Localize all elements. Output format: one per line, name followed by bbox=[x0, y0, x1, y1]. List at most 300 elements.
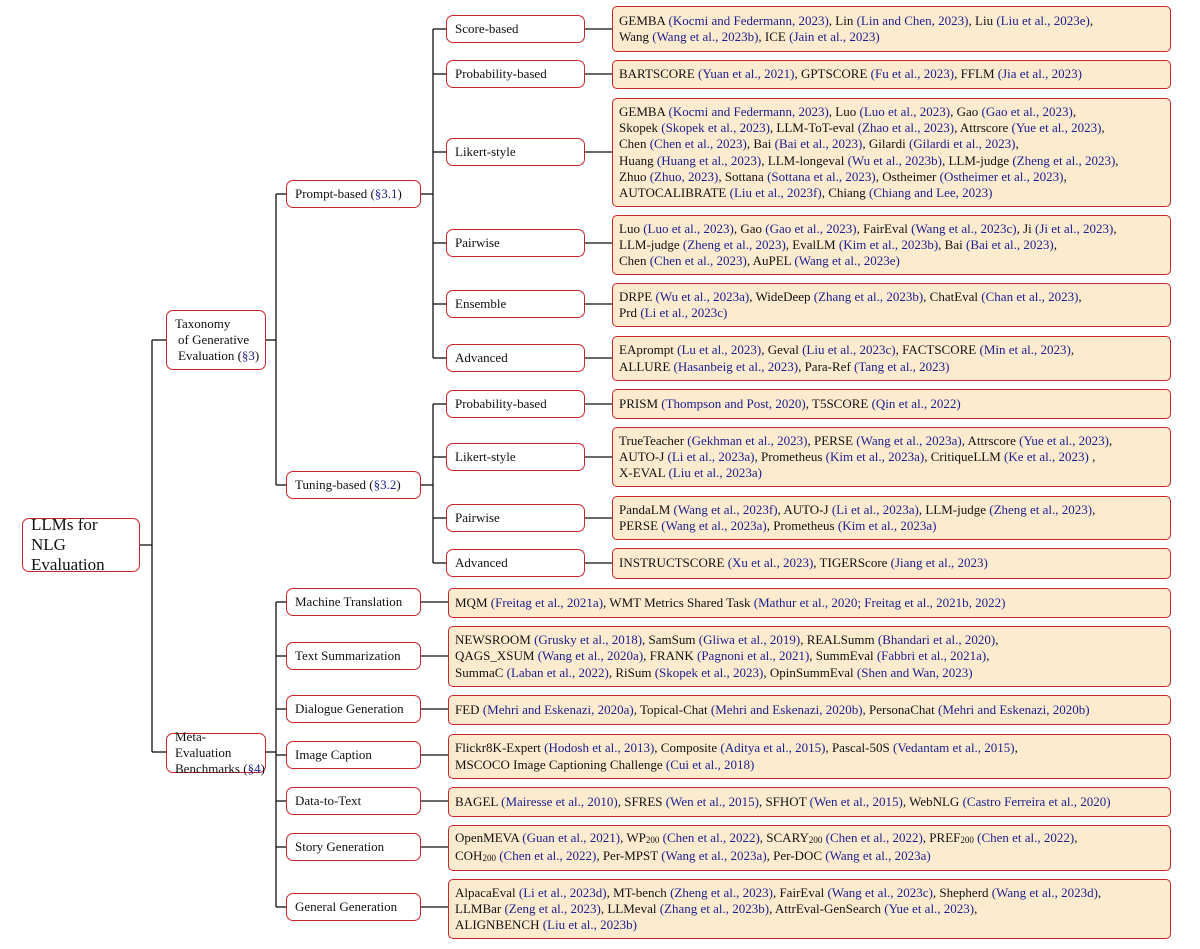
taxonomy-section-link[interactable]: §3 bbox=[241, 348, 255, 364]
citation-link[interactable]: (Pagnoni et al., 2021) bbox=[697, 648, 810, 664]
citation-link[interactable]: (Chen et al., 2022) bbox=[499, 848, 597, 863]
leaf-text: , Geval bbox=[761, 342, 803, 358]
benchmark-image-caption: Image Caption bbox=[286, 741, 421, 769]
citation-link[interactable]: (Lin and Chen, 2023) bbox=[856, 12, 969, 28]
leaf-text: , AttrEval-GenSearch bbox=[769, 900, 885, 916]
citation-link[interactable]: (Wang et al., 2023a) bbox=[661, 518, 767, 533]
leaf-text: , PERSE bbox=[807, 432, 857, 448]
leaf-line bbox=[455, 794, 1164, 810]
citation-link[interactable]: (Fabbri et al., 2021a) bbox=[876, 648, 987, 664]
citation-link[interactable]: (Liu et al., 2023a) bbox=[668, 465, 762, 481]
leaf-text: , Gao bbox=[733, 220, 766, 236]
leaf-text: DRPE bbox=[619, 288, 656, 304]
leaf-text: Luo bbox=[619, 220, 644, 236]
leaf-text: , bbox=[1088, 448, 1096, 464]
leaf-line bbox=[619, 555, 1164, 571]
leaf-line bbox=[455, 702, 1164, 718]
leaf-text: , CritiqueLLM bbox=[924, 448, 1005, 464]
leaf-line bbox=[619, 465, 1164, 481]
meta-line2-text: Benchmarks ( bbox=[175, 761, 248, 777]
citation-link[interactable]: (Mairesse et al., 2010) bbox=[501, 793, 618, 809]
leaf-line bbox=[455, 848, 1164, 866]
leaf-text: , Attrscore bbox=[954, 119, 1012, 135]
citation-link[interactable]: (Kocmi and Federmann, 2023) bbox=[668, 12, 829, 28]
leaf-text: INSTRUCTSCORE bbox=[619, 555, 728, 571]
leaf-text: BARTSCORE bbox=[619, 66, 699, 82]
leaf-text: , LLM-judge bbox=[918, 501, 990, 517]
leaf-line bbox=[619, 502, 1164, 518]
leaf-line bbox=[619, 289, 1164, 305]
citation-link[interactable]: (Mehri and Eskenazi, 2020b) bbox=[938, 701, 1090, 717]
leaf-text: , Luo bbox=[828, 103, 860, 119]
leaf-text: , bbox=[1089, 12, 1094, 28]
citation-link[interactable]: (Chen et al., 2022) bbox=[662, 829, 760, 845]
citation-link[interactable]: (Min et al., 2023) bbox=[979, 342, 1071, 358]
leaf-text: , Liu bbox=[968, 12, 997, 28]
taxonomy-line3 bbox=[175, 348, 259, 364]
leaf-text: NEWSROOM bbox=[455, 632, 535, 648]
leaf-text: Skopek bbox=[619, 119, 662, 135]
leaf-text: EAprompt bbox=[619, 342, 678, 358]
tuning-based-end: ) bbox=[396, 476, 401, 492]
citation-link[interactable]: (Ke et al., 2023) bbox=[1004, 448, 1089, 464]
citation-link[interactable]: (Kim et al., 2023b) bbox=[838, 236, 939, 252]
citation-link[interactable]: (Wen et al., 2015) bbox=[809, 793, 903, 809]
leaf-text: , Topical-Chat bbox=[633, 701, 711, 717]
leaf-text: , GPTSCORE bbox=[794, 66, 871, 82]
leaf-text: , MT-bench bbox=[606, 884, 671, 900]
leaf-line bbox=[619, 253, 1164, 269]
leaf-text: , FFLM bbox=[954, 66, 998, 82]
root-label-line2: Evaluation bbox=[31, 555, 105, 575]
citation-link[interactable]: (Li et al., 2023d) bbox=[518, 884, 607, 900]
leaf-text: LLM-judge bbox=[619, 236, 683, 252]
leaf-text: BAGEL bbox=[455, 793, 502, 809]
citation-link[interactable]: (Wu et al., 2023a) bbox=[655, 288, 750, 304]
prompt-based-end: ) bbox=[397, 185, 402, 201]
citation-link[interactable]: (Yue et al., 2023) bbox=[884, 900, 975, 916]
citation-link[interactable]: (Jiang et al., 2023) bbox=[890, 555, 988, 571]
category-probability-based: Probability-based bbox=[446, 60, 585, 88]
leaf-text: , bbox=[1014, 740, 1018, 756]
leaf-score-based bbox=[612, 6, 1171, 52]
taxonomy-line3-text: Evaluation ( bbox=[178, 348, 242, 364]
leaf-text: , AUTO-J bbox=[777, 501, 832, 517]
meta-line2 bbox=[175, 761, 265, 777]
leaf-line bbox=[455, 830, 1164, 848]
prompt-based-node bbox=[286, 180, 421, 208]
citation-link[interactable]: (Gilardi et al., 2023) bbox=[908, 136, 1016, 152]
leaf-text: , PREF bbox=[922, 829, 961, 845]
taxonomy-node bbox=[166, 310, 266, 370]
leaf-text: , SamSum bbox=[642, 632, 699, 648]
benchmark-general-generation: General Generation bbox=[286, 893, 421, 921]
category-probability-based: Probability-based bbox=[446, 390, 585, 418]
meta-evaluation-node bbox=[166, 728, 266, 777]
leaf-text: , FACTSCORE bbox=[895, 342, 980, 358]
citation-link[interactable]: (Wang et al., 2023a) bbox=[661, 848, 767, 863]
citation-link[interactable]: (Wang et al., 2020a) bbox=[537, 648, 644, 664]
citation-link[interactable]: (Zheng et al., 2023) bbox=[1012, 152, 1116, 168]
citation-link[interactable]: (Wang et al., 2023f) bbox=[673, 501, 778, 517]
leaf-text: , LLM-longeval bbox=[761, 152, 848, 168]
benchmark-dialogue-generation: Dialogue Generation bbox=[286, 695, 421, 723]
leaf-text: , WP bbox=[620, 829, 646, 845]
leaf-story-generation bbox=[448, 825, 1171, 871]
leaf-line bbox=[619, 518, 1164, 534]
leaf-text: , PersonaChat bbox=[862, 701, 938, 717]
prompt-based-text: Prompt-based ( bbox=[295, 185, 375, 201]
leaf-line bbox=[619, 449, 1164, 465]
leaf-text: , Composite bbox=[654, 740, 721, 756]
citation-link[interactable]: (Luo et al., 2023) bbox=[643, 220, 734, 236]
citation-link[interactable]: (Hodosh et al., 2013) bbox=[544, 740, 655, 756]
leaf-line bbox=[619, 29, 1164, 45]
category-likert-style: Likert-style bbox=[446, 138, 585, 166]
citation-link[interactable]: (Zheng et al., 2023) bbox=[989, 501, 1093, 517]
leaf-text: , FairEval bbox=[772, 884, 828, 900]
citation-link[interactable]: (Ostheimer et al., 2023) bbox=[939, 168, 1064, 184]
taxonomy-line1: Taxonomy bbox=[175, 315, 231, 331]
citation-link[interactable]: (Bai et al., 2023) bbox=[774, 136, 863, 152]
leaf-line bbox=[455, 757, 1164, 773]
leaf-text: GEMBA bbox=[619, 103, 669, 119]
citation-link[interactable]: (Jia et al., 2023) bbox=[997, 66, 1082, 82]
citation-link[interactable]: (Xu et al., 2023) bbox=[727, 555, 814, 571]
leaf-text: COH bbox=[455, 848, 483, 863]
leaf-line bbox=[619, 305, 1164, 321]
citation-link[interactable]: (Li et al., 2023c) bbox=[640, 305, 728, 320]
leaf-text: , Sottana bbox=[718, 168, 768, 184]
meta-section-link[interactable]: §4 bbox=[247, 761, 261, 777]
leaf-text: MSCOCO Image Captioning Challenge bbox=[455, 756, 666, 772]
leaf-text: , bbox=[1063, 168, 1067, 184]
citation-link[interactable]: (Wang et al., 2023e) bbox=[794, 253, 900, 269]
leaf-line bbox=[455, 595, 1164, 611]
leaf-text: , bbox=[1115, 152, 1119, 168]
leaf-line bbox=[619, 153, 1164, 169]
citation-link[interactable]: (Chen et al., 2022) bbox=[825, 829, 923, 845]
leaf-text: , Gao bbox=[950, 103, 982, 119]
leaf-text: , FRANK bbox=[643, 648, 697, 664]
leaf-probability-based bbox=[612, 389, 1171, 419]
leaf-line bbox=[455, 917, 1164, 933]
citation-link[interactable]: (Jain et al., 2023) bbox=[789, 29, 880, 44]
leaf-line bbox=[619, 185, 1164, 201]
leaf-text: SummaC bbox=[455, 664, 507, 680]
leaf-dialogue-generation bbox=[448, 695, 1171, 725]
meta-line2-end: ) bbox=[260, 761, 265, 777]
category-advanced: Advanced bbox=[446, 549, 585, 577]
subscript: 200 bbox=[808, 834, 823, 845]
leaf-line bbox=[619, 66, 1164, 82]
citation-link[interactable]: (Gliwa et al., 2019) bbox=[698, 632, 801, 648]
leaf-line bbox=[619, 237, 1164, 253]
leaf-line bbox=[455, 885, 1164, 901]
leaf-text: OpenMEVA bbox=[455, 829, 523, 845]
leaf-text: , bbox=[1015, 136, 1019, 152]
leaf-text: , Para-Ref bbox=[798, 358, 855, 374]
leaf-machine-translation bbox=[448, 588, 1171, 618]
leaf-text: , bbox=[986, 648, 990, 664]
citation-link[interactable]: (Bhandari et al., 2020) bbox=[877, 632, 996, 648]
leaf-text: , bbox=[974, 900, 978, 916]
leaf-text: , LLMeval bbox=[600, 900, 660, 916]
leaf-text: Wang bbox=[619, 29, 653, 44]
tuning-based-node bbox=[286, 471, 421, 499]
leaf-text: , Attrscore bbox=[961, 432, 1020, 448]
citation-link[interactable]: (Yue et al., 2023) bbox=[1019, 432, 1110, 448]
leaf-line bbox=[455, 740, 1164, 756]
leaf-text: Flickr8K-Expert bbox=[455, 740, 545, 756]
leaf-text: , Chiang bbox=[821, 185, 869, 201]
benchmark-data-to-text: Data-to-Text bbox=[286, 787, 421, 815]
leaf-text: , bbox=[1072, 103, 1077, 119]
leaf-advanced bbox=[612, 336, 1171, 381]
leaf-line bbox=[619, 136, 1164, 152]
leaf-text: , FairEval bbox=[856, 220, 912, 236]
leaf-line bbox=[619, 221, 1164, 237]
citation-link[interactable]: (Aditya et al., 2015) bbox=[720, 740, 826, 756]
leaf-text: , bbox=[1053, 236, 1057, 252]
leaf-text: , WideDeep bbox=[749, 288, 814, 304]
citation-link[interactable]: (Liu et al., 2023c) bbox=[802, 342, 896, 358]
citation-link[interactable]: (Wang et al., 2023d) bbox=[991, 884, 1098, 900]
citation-link[interactable]: (Gekhman et al., 2023) bbox=[687, 432, 808, 448]
leaf-line bbox=[619, 396, 1164, 412]
citation-link[interactable]: (Kocmi and Federmann, 2023) bbox=[668, 103, 829, 119]
leaf-text: , Prometheus bbox=[754, 448, 826, 464]
leaf-text: , bbox=[1070, 342, 1075, 358]
leaf-text: , EvalLM bbox=[785, 236, 839, 252]
leaf-text: GEMBA bbox=[619, 12, 669, 28]
leaf-text: , SFRES bbox=[617, 793, 666, 809]
benchmark-machine-translation: Machine Translation bbox=[286, 588, 421, 616]
citation-link[interactable]: (Zhang et al., 2023b) bbox=[813, 288, 924, 304]
leaf-text: , Per-MPST bbox=[596, 848, 662, 863]
citation-link[interactable]: (Yuan et al., 2021) bbox=[698, 66, 795, 82]
leaf-text: , bbox=[1092, 501, 1096, 517]
leaf-text: , RiSum bbox=[608, 664, 655, 680]
citation-link[interactable]: (Liu et al., 2023e) bbox=[996, 12, 1090, 28]
leaf-text: , Gilardi bbox=[862, 136, 909, 152]
citation-link[interactable]: (Grusky et al., 2018) bbox=[534, 632, 643, 648]
leaf-text: , ICE bbox=[758, 29, 790, 44]
benchmark-text-summarization: Text Summarization bbox=[286, 642, 421, 670]
citation-link[interactable]: (Ji et al., 2023) bbox=[1034, 220, 1114, 236]
citation-link[interactable]: (Chen et al., 2023) bbox=[649, 253, 747, 269]
tuning-based-section-link[interactable]: §3.2 bbox=[373, 476, 397, 492]
leaf-text: Chen bbox=[619, 136, 650, 152]
leaf-text: ALLURE bbox=[619, 358, 674, 374]
citation-link[interactable]: (Gao et al., 2023) bbox=[765, 220, 857, 236]
leaf-text: , WMT Metrics Shared Task bbox=[603, 594, 754, 610]
leaf-line bbox=[619, 433, 1164, 449]
leaf-text: , Bai bbox=[746, 136, 775, 152]
citation-link[interactable]: (Sottana et al., 2023) bbox=[767, 168, 876, 184]
citation-link[interactable]: (Skopek et al., 2023) bbox=[654, 664, 764, 680]
leaf-text: QAGS_XSUM bbox=[455, 648, 538, 664]
citation-link[interactable]: (Chen et al., 2023) bbox=[649, 136, 747, 152]
leaf-text: , Per-DOC bbox=[766, 848, 826, 863]
leaf-text: , ChatEval bbox=[923, 288, 982, 304]
leaf-text: MQM bbox=[455, 594, 491, 610]
category-likert-style: Likert-style bbox=[446, 443, 585, 471]
leaf-text: , Ji bbox=[1016, 220, 1035, 236]
leaf-text: , Bai bbox=[938, 236, 966, 252]
leaf-text: , bbox=[1074, 829, 1078, 845]
citation-link[interactable]: (Tang et al., 2023) bbox=[854, 358, 950, 374]
citation-link[interactable]: (Wen et al., 2015) bbox=[665, 793, 759, 809]
category-score-based: Score-based bbox=[446, 15, 585, 43]
leaf-text: , bbox=[1078, 288, 1082, 304]
leaf-text: , Pascal-50S bbox=[825, 740, 893, 756]
leaf-text: Zhuo bbox=[619, 168, 650, 184]
leaf-line bbox=[455, 648, 1164, 664]
leaf-text: TrueTeacher bbox=[619, 432, 688, 448]
taxonomy-line3-end: ) bbox=[254, 348, 260, 364]
citation-link[interactable]: (Fu et al., 2023) bbox=[870, 66, 955, 82]
leaf-line bbox=[619, 342, 1164, 358]
leaf-text: , bbox=[1097, 884, 1102, 900]
citation-link[interactable]: (Shen and Wan, 2023) bbox=[856, 664, 973, 680]
leaf-text: , Shepherd bbox=[932, 884, 992, 900]
citation-link[interactable]: (Lu et al., 2023) bbox=[677, 342, 762, 358]
leaf-text: , bbox=[1109, 432, 1113, 448]
leaf-line bbox=[619, 13, 1164, 29]
leaf-text: AUTOCALIBRATE bbox=[619, 185, 730, 201]
citation-link[interactable]: (Mehri and Eskenazi, 2020a) bbox=[482, 701, 634, 717]
leaf-text: , bbox=[1101, 119, 1105, 135]
category-ensemble: Ensemble bbox=[446, 290, 585, 318]
leaf-text: Chen bbox=[619, 253, 650, 269]
citation-link[interactable]: (Zhuo, 2023) bbox=[649, 168, 719, 184]
benchmark-story-generation: Story Generation bbox=[286, 833, 421, 861]
citation-link[interactable]: (Hasanbeig et al., 2023) bbox=[673, 358, 799, 374]
leaf-likert-style bbox=[612, 427, 1171, 487]
leaf-text: , TIGERScore bbox=[813, 555, 891, 571]
citation-link[interactable]: (Wang et al., 2023c) bbox=[827, 884, 933, 900]
leaf-line bbox=[619, 359, 1164, 375]
leaf-likert-style bbox=[612, 98, 1171, 207]
citation-link[interactable]: (Wang et al., 2023a) bbox=[856, 432, 962, 448]
tuning-based-text: Tuning-based ( bbox=[295, 476, 374, 492]
subscript: 200 bbox=[482, 853, 496, 863]
citation-link[interactable]: (Zheng et al., 2023) bbox=[670, 884, 773, 900]
citation-link[interactable]: (Laban et al., 2022) bbox=[506, 664, 609, 680]
leaf-text: , bbox=[1113, 220, 1117, 236]
leaf-text: , SFHOT bbox=[758, 793, 810, 809]
citation-link[interactable]: (Wang et al., 2023c) bbox=[911, 220, 1017, 236]
category-advanced: Advanced bbox=[446, 344, 585, 372]
citation-link[interactable]: (Cui et al., 2018) bbox=[665, 756, 755, 772]
citation-link[interactable]: (Bai et al., 2023) bbox=[965, 236, 1054, 252]
citation-link[interactable]: (Li et al., 2023a) bbox=[667, 448, 755, 464]
leaf-image-caption bbox=[448, 734, 1171, 779]
citation-link[interactable]: (Zeng et al., 2023) bbox=[504, 900, 601, 916]
taxonomy-line2: of Generative bbox=[178, 331, 250, 347]
citation-link[interactable]: (Liu et al., 2023b) bbox=[542, 917, 637, 933]
citation-link[interactable]: (Zhang et al., 2023b) bbox=[659, 900, 770, 916]
meta-line1: Meta-Evaluation bbox=[175, 728, 232, 760]
leaf-general-generation bbox=[448, 879, 1171, 939]
leaf-text: , OpinSummEval bbox=[763, 664, 857, 680]
citation-link[interactable]: (Wang et al., 2023b) bbox=[652, 29, 759, 44]
leaf-text: AUTO-J bbox=[619, 448, 668, 464]
leaf-text: , LLM-ToT-eval bbox=[769, 119, 858, 135]
citation-link[interactable]: (Li et al., 2023a) bbox=[831, 501, 919, 517]
leaf-text: PRISM bbox=[619, 395, 662, 411]
leaf-text: Huang bbox=[619, 152, 657, 168]
leaf-text: , REALSumm bbox=[800, 632, 878, 648]
citation-link[interactable]: (Wu et al., 2023b) bbox=[847, 152, 942, 168]
citation-link[interactable]: (Chan et al., 2023) bbox=[981, 288, 1079, 304]
leaf-text: PandaLM bbox=[619, 501, 674, 517]
citation-link[interactable]: (Vedantam et al., 2015) bbox=[892, 740, 1015, 756]
citation-link[interactable]: (Chiang and Lee, 2023) bbox=[869, 185, 993, 201]
citation-link[interactable]: (Thompson and Post, 2020) bbox=[661, 395, 806, 411]
leaf-text: PERSE bbox=[619, 518, 662, 533]
leaf-line bbox=[455, 665, 1164, 681]
leaf-line bbox=[455, 632, 1164, 648]
leaf-text: , SummEval bbox=[809, 648, 877, 664]
citation-link[interactable]: (Guan et al., 2021) bbox=[522, 829, 621, 845]
citation-link[interactable]: (Kim et al., 2023a) bbox=[837, 518, 937, 533]
citation-link[interactable]: (Zhao et al., 2023) bbox=[857, 119, 955, 135]
leaf-text: , Ostheimer bbox=[875, 168, 940, 184]
prompt-based-section-link[interactable]: §3.1 bbox=[374, 185, 398, 201]
category-pairwise: Pairwise bbox=[446, 229, 585, 257]
citation-link[interactable]: (Kim et al., 2023a) bbox=[825, 448, 925, 464]
leaf-text: AlpacaEval bbox=[455, 884, 519, 900]
leaf-text: , T5SCORE bbox=[805, 395, 872, 411]
leaf-text: FED bbox=[455, 701, 483, 717]
citation-link[interactable]: (Castro Ferreira et al., 2020) bbox=[962, 793, 1111, 809]
leaf-text: , AuPEL bbox=[746, 253, 795, 269]
leaf-text: , WebNLG bbox=[902, 793, 963, 809]
citation-link[interactable]: (Zheng et al., 2023) bbox=[682, 236, 786, 252]
citation-link[interactable]: (Chen et al., 2022) bbox=[977, 829, 1075, 845]
leaf-text: , Prometheus bbox=[766, 518, 838, 533]
leaf-probability-based bbox=[612, 60, 1171, 89]
leaf-line bbox=[619, 120, 1164, 136]
citation-link[interactable]: (Gao et al., 2023) bbox=[981, 103, 1073, 119]
leaf-text: , SCARY bbox=[759, 829, 809, 845]
leaf-pairwise bbox=[612, 496, 1171, 540]
leaf-line bbox=[455, 901, 1164, 917]
citation-link[interactable]: (Skopek et al., 2023) bbox=[661, 119, 770, 135]
leaf-text: , Lin bbox=[828, 12, 857, 28]
subscript: 200 bbox=[645, 834, 660, 845]
citation-link[interactable]: (Liu et al., 2023f) bbox=[729, 185, 822, 201]
root-node bbox=[22, 514, 140, 575]
citation-link[interactable]: (Mehri and Eskenazi, 2020b) bbox=[710, 701, 863, 717]
citation-link[interactable]: (Huang et al., 2023) bbox=[656, 152, 762, 168]
subscript: 200 bbox=[960, 834, 974, 845]
leaf-ensemble bbox=[612, 283, 1171, 327]
leaf-text: LLMBar bbox=[455, 900, 505, 916]
citation-link[interactable]: (Qin et al., 2022) bbox=[871, 395, 961, 411]
citation-link[interactable]: (Yue et al., 2023) bbox=[1011, 119, 1102, 135]
citation-link[interactable]: (Luo et al., 2023) bbox=[859, 103, 951, 119]
citation-link[interactable]: (Wang et al., 2023a) bbox=[825, 848, 931, 863]
leaf-text: , bbox=[995, 632, 999, 648]
leaf-text: ALIGNBENCH bbox=[455, 917, 543, 933]
root-label-line1: LLMs for NLG bbox=[31, 514, 98, 554]
leaf-text: Prd bbox=[619, 305, 641, 320]
citation-link[interactable]: (Freitag et al., 2021a) bbox=[490, 594, 604, 610]
citation-link[interactable]: (Mathur et al., 2020; Freitag et al., 2021b, 2022) bbox=[753, 594, 1006, 610]
